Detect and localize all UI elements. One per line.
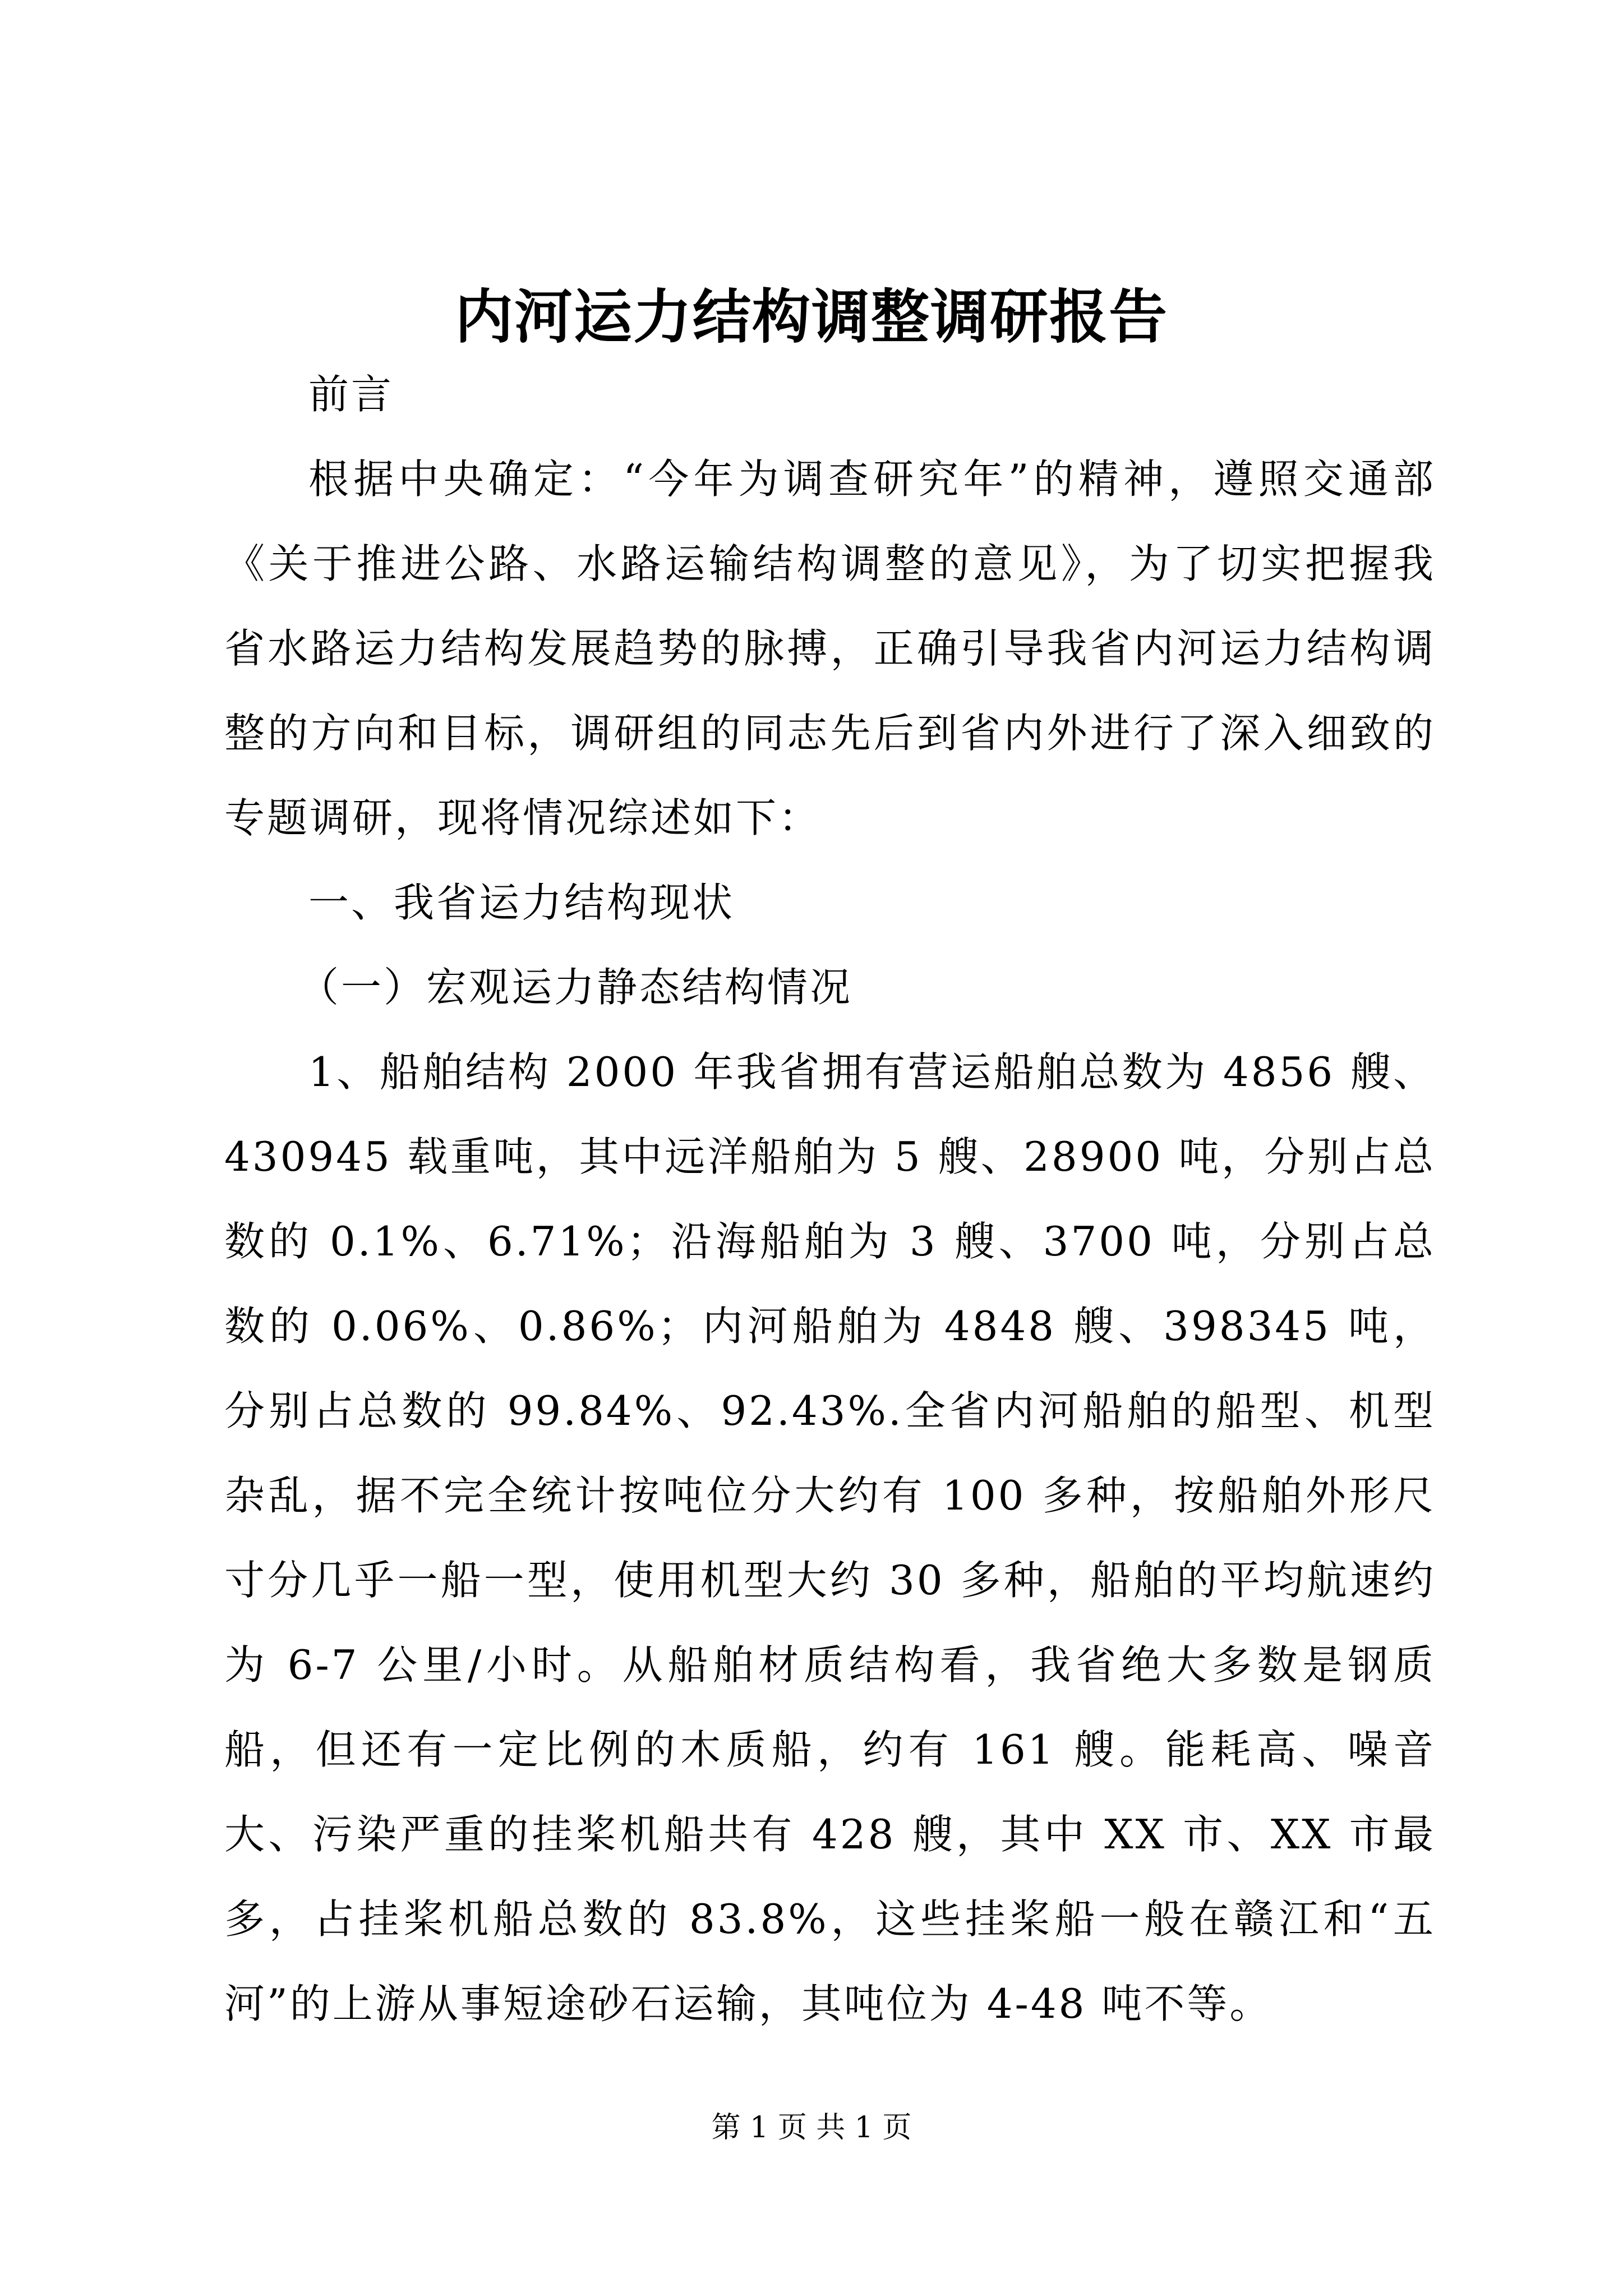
document-title: 内河运力结构调整调研报告	[454, 282, 1168, 351]
subsection-heading-1-1: （一）宏观运力静态结构情况	[298, 964, 853, 1011]
section-heading-preface: 前言	[308, 371, 394, 418]
document-body	[224, 352, 1436, 2046]
section-heading-1: 一、我省运力结构现状	[308, 879, 735, 926]
ship-structure-paragraph: 1、船舶结构 2000 年我省拥有营运船舶总数为 4856 艘、430945 载重吨，其中远洋船舶为 5 艘、28900 吨，分别占总数的 0.1%、6.71%；沿海船舶为 3 艘、3700 吨，分别占总数的 0.06%、0.86%；内河船舶为 4848 艘、398345 吨，分别占总数的 99.84%、92.43%.全省内河船舶的船型、机型杂乱，据不完全统计按吨位分大约有 100 多种，按船舶外形尺寸分几乎一船一型，使用机型大约 30 多种，船舶的平均航速约为 6-7 公里/小时。从船舶材质结构看，我省绝大多数是钢质船，但还有一定比例的木质船，约有 161 艘。能耗高、噪音大、污染严重的挂桨机船共有 428 艘，其中 XX 市、XX 市最多，占挂桨机船总数的 83.8%，这些挂桨船一般在赣江和“五河”的上游从事短途砂石运输，其吨位为 4-48 吨不等。	[224, 1048, 1436, 2027]
page-footer: 第 1 页 共 1 页	[711, 2111, 912, 2145]
intro-paragraph: 根据中央确定：“今年为调查研究年”的精神，遵照交通部《关于推进公路、水路运输结构调整的意见》，为了切实把握我省水路运力结构发展趋势的脉搏，正确引导我省内河运力结构调整的方向和目标，调研组的同志先后到省内外进行了深入细致的专题调研，现将情况综述如下：	[224, 455, 1436, 841]
